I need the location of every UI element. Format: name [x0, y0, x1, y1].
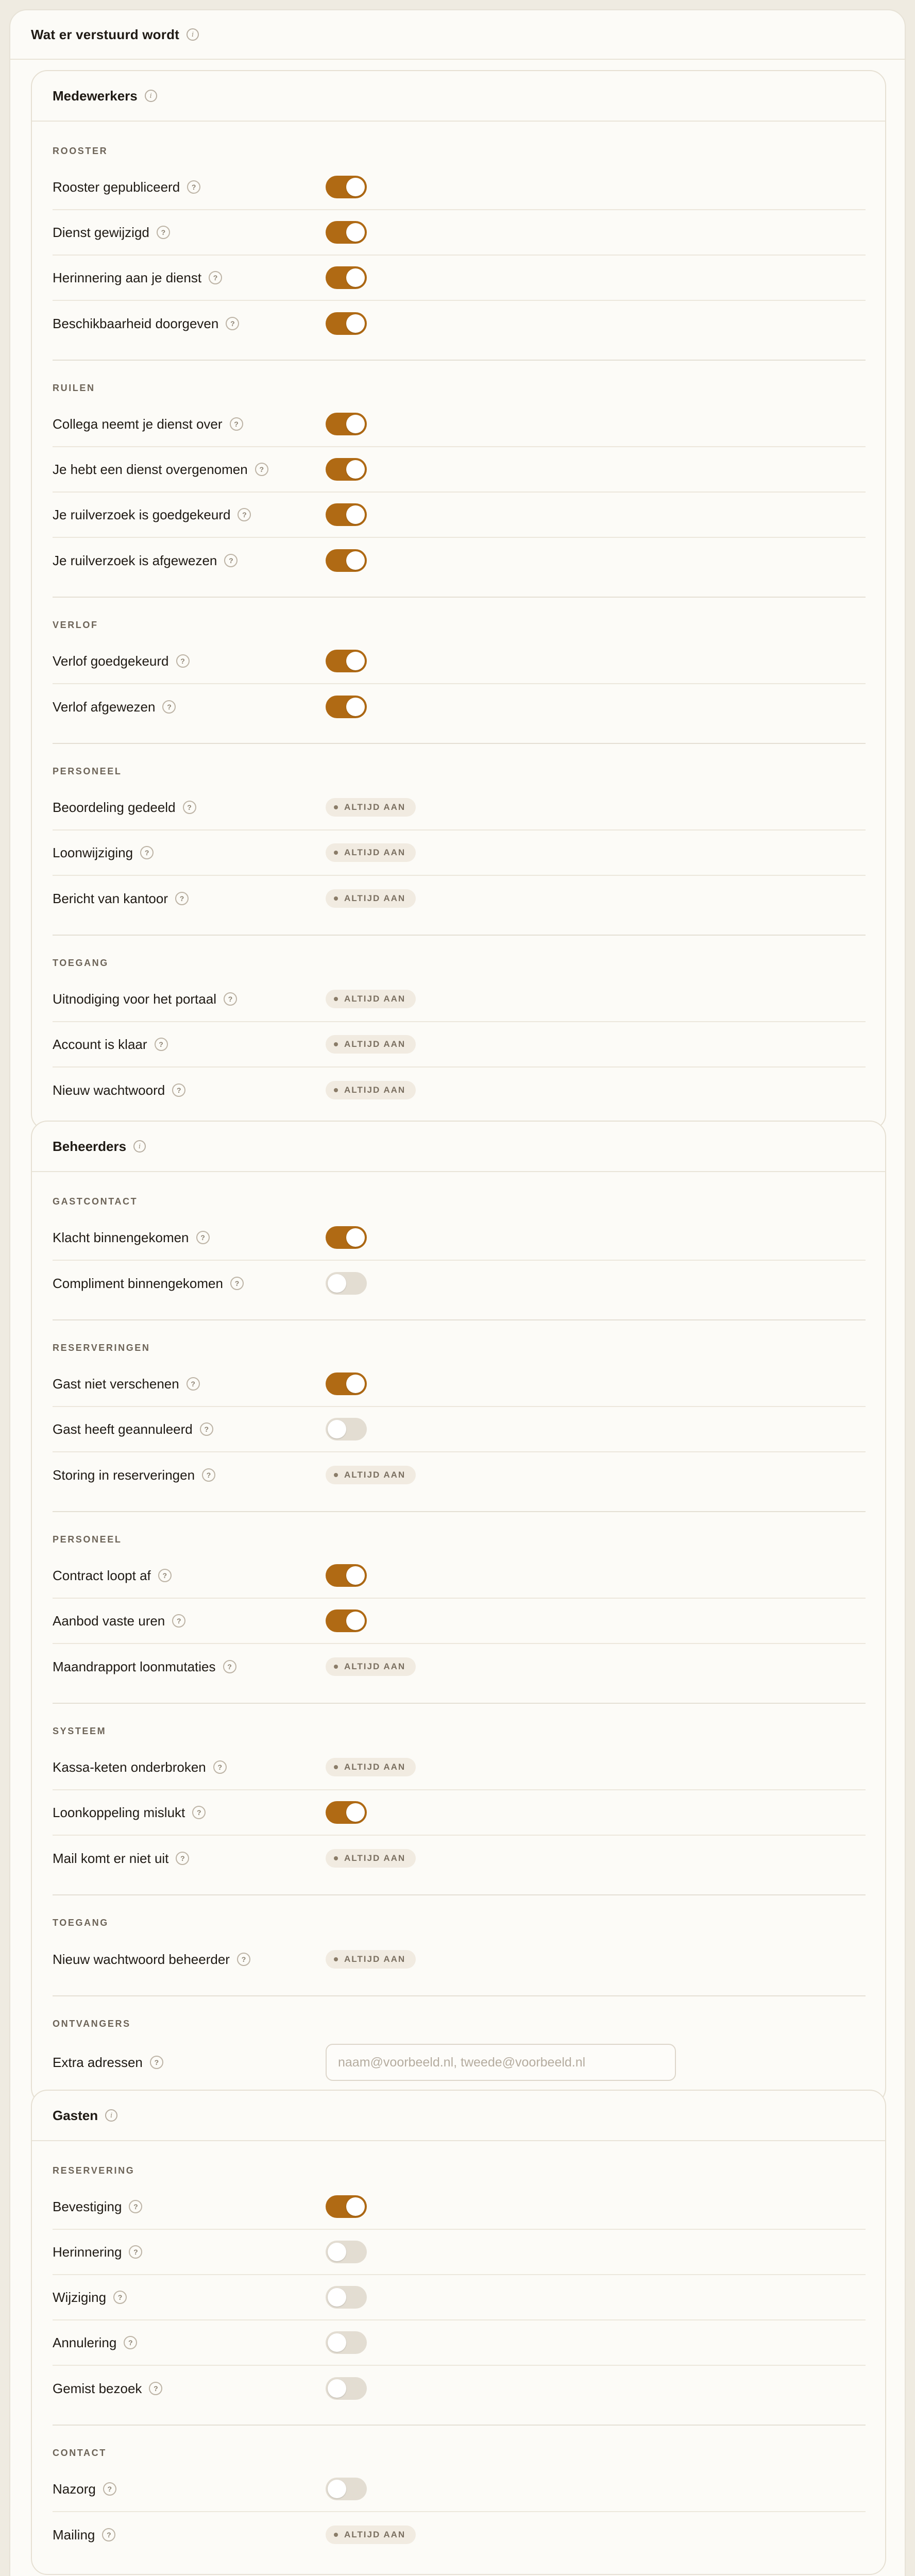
setting-label: Compliment binnengekomen [53, 1275, 223, 1291]
toggle-knob [346, 1612, 365, 1630]
help-icon[interactable]: ? [200, 1422, 213, 1436]
setting-row-dienst-gewijzigd [53, 210, 866, 256]
setting-label-wrap [53, 1568, 326, 1584]
status-dot-icon [334, 1856, 338, 1860]
setting-label-wrap [53, 179, 326, 195]
always-on-badge [326, 1466, 416, 1484]
toggle-knob [346, 460, 365, 479]
setting-label: Nazorg [53, 2481, 96, 2497]
info-icon[interactable]: i [187, 28, 199, 41]
toggle-knob [346, 268, 365, 287]
group-label-ruilen: RUILEN [53, 383, 95, 393]
setting-label: Wijziging [53, 2289, 107, 2305]
status-dot-icon [334, 997, 338, 1001]
setting-label-wrap [53, 1613, 326, 1629]
setting-row-bericht-van-kantoor [53, 876, 866, 921]
toggle-switch[interactable] [326, 1801, 367, 1824]
help-icon[interactable]: ? [149, 2382, 162, 2395]
section-divider [53, 597, 866, 598]
group-label-personeel: PERSONEEL [53, 766, 122, 776]
group-label-ontvangers: ONTVANGERS [53, 2019, 131, 2029]
always-on-badge [326, 1950, 416, 1969]
setting-label: Gemist bezoek [53, 2380, 142, 2396]
setting-row-rooster-gepubliceerd [53, 165, 866, 210]
toggle-knob [328, 2379, 346, 2398]
setting-label: Herinnering aan je dienst [53, 269, 202, 285]
setting-row-storing-in-reserveringen [53, 1452, 866, 1498]
help-icon[interactable]: ? [124, 2336, 137, 2349]
help-icon[interactable]: ? [230, 1277, 244, 1290]
always-on-badge [326, 1657, 416, 1676]
toggle-switch[interactable] [326, 458, 367, 481]
setting-row-kassa-keten-onderbroken [53, 1745, 866, 1790]
toggle-knob [346, 551, 365, 570]
always-on-badge [326, 1035, 416, 1054]
badge-label: ALTIJD AAN [344, 893, 406, 903]
setting-row-wijziging [53, 2275, 866, 2320]
section-card-medewerkers [31, 70, 886, 1130]
setting-row-nieuw-wachtwoord [53, 1067, 866, 1113]
setting-label: Dienst gewijzigd [53, 224, 149, 240]
help-icon[interactable]: ? [140, 846, 154, 859]
setting-label: Gast heeft geannuleerd [53, 1421, 193, 1437]
status-dot-icon [334, 805, 338, 809]
info-icon[interactable]: i [133, 1140, 146, 1153]
setting-label: Beschikbaarheid doorgeven [53, 315, 219, 331]
setting-row-gast-niet-verschenen [53, 1362, 866, 1407]
toggle-switch[interactable] [326, 2241, 367, 2263]
setting-label-wrap [53, 2381, 326, 2397]
setting-label-wrap [53, 2244, 326, 2260]
setting-label-wrap [53, 800, 326, 816]
section-divider [53, 935, 866, 936]
help-icon[interactable]: ? [175, 892, 189, 905]
section-divider [53, 1995, 866, 1996]
section-card-gasten [31, 2090, 886, 2575]
always-on-badge [326, 2526, 416, 2544]
setting-label: Rooster gepubliceerd [53, 179, 180, 195]
setting-row-aanbod-vaste-uren [53, 1599, 866, 1644]
setting-label-wrap [53, 270, 326, 286]
setting-label-wrap [53, 1952, 326, 1968]
setting-label-wrap [53, 1851, 326, 1867]
setting-label-wrap [53, 316, 326, 332]
status-dot-icon [334, 2533, 338, 2537]
status-dot-icon [334, 1957, 338, 1961]
setting-row-contract-loopt-af [53, 1553, 866, 1599]
setting-row-gemist-bezoek [53, 2366, 866, 2411]
group-label-toegang: TOEGANG [53, 1918, 109, 1928]
badge-label: ALTIJD AAN [344, 848, 406, 857]
setting-label: Kassa-keten onderbroken [53, 1759, 206, 1775]
section-divider [53, 1319, 866, 1320]
setting-label-wrap [53, 891, 326, 907]
setting-row-herinnering-aan-je-dienst [53, 256, 866, 301]
setting-row-loonwijziging [53, 831, 866, 876]
help-icon[interactable]: ? [102, 2528, 115, 2541]
setting-row-gast-heeft-geannuleerd [53, 1407, 866, 1452]
setting-label-wrap [53, 1276, 326, 1292]
setting-label-wrap [53, 1082, 326, 1098]
section-divider [53, 2425, 866, 2426]
setting-label-wrap [53, 1805, 326, 1821]
help-icon[interactable]: ? [202, 1468, 215, 1482]
setting-label-wrap [53, 2527, 326, 2543]
toggle-switch[interactable] [326, 2195, 367, 2218]
setting-label-wrap [53, 416, 326, 432]
toggle-knob [346, 1375, 365, 1393]
toggle-switch[interactable] [326, 1372, 367, 1395]
setting-label: Klacht binnengekomen [53, 1229, 189, 1245]
status-dot-icon [334, 1765, 338, 1769]
section-divider [53, 743, 866, 744]
setting-label-wrap [53, 653, 326, 669]
setting-label-wrap [53, 1037, 326, 1053]
group-label-personeel: PERSONEEL [53, 1534, 122, 1545]
setting-label: Uitnodiging voor het portaal [53, 991, 216, 1007]
toggle-switch[interactable] [326, 2478, 367, 2500]
setting-row-loonkoppeling-mislukt [53, 1790, 866, 1836]
setting-label: Aanbod vaste uren [53, 1613, 165, 1629]
toggle-knob [328, 1420, 346, 1438]
setting-row-annulering [53, 2320, 866, 2366]
section-title: Beheerders [53, 1138, 127, 1154]
toggle-knob [346, 2197, 365, 2216]
setting-row-beoordeling-gedeeld [53, 785, 866, 831]
help-icon[interactable]: ? [187, 1377, 200, 1391]
setting-row-extra-adressen [53, 2038, 866, 2087]
info-icon[interactable]: i [105, 2109, 117, 2122]
section-header [32, 71, 885, 122]
setting-label-wrap [53, 1467, 326, 1483]
toggle-knob [328, 2243, 346, 2261]
help-icon[interactable]: ? [196, 1231, 210, 1244]
setting-label: Extra adressen [53, 2054, 143, 2070]
setting-row-compliment-binnengekomen [53, 1261, 866, 1306]
setting-label-wrap [53, 1421, 326, 1437]
status-dot-icon [334, 851, 338, 855]
help-icon[interactable]: ? [150, 2056, 163, 2069]
group-label-toegang: TOEGANG [53, 958, 109, 968]
section-divider [53, 1703, 866, 1704]
badge-label: ALTIJD AAN [344, 2530, 406, 2539]
section-divider [53, 1511, 866, 1512]
toggle-knob [346, 505, 365, 524]
help-icon[interactable]: ? [238, 508, 251, 521]
setting-row-mailing [53, 2512, 866, 2557]
help-icon[interactable]: ? [237, 1953, 250, 1966]
toggle-switch[interactable] [326, 696, 367, 718]
help-icon[interactable]: ? [224, 992, 237, 1006]
setting-label: Loonwijziging [53, 844, 133, 860]
badge-label: ALTIJD AAN [344, 994, 406, 1004]
toggle-knob [346, 1228, 365, 1247]
setting-label-wrap [53, 991, 326, 1007]
status-dot-icon [334, 1042, 338, 1046]
badge-label: ALTIJD AAN [344, 1039, 406, 1049]
section-header [32, 2091, 885, 2141]
toggle-knob [346, 652, 365, 670]
setting-label-wrap [53, 2481, 326, 2497]
toggle-switch[interactable] [326, 1226, 367, 1249]
always-on-badge [326, 990, 416, 1008]
status-dot-icon [334, 896, 338, 901]
extra-addresses-input[interactable] [326, 2044, 676, 2081]
setting-label: Bevestiging [53, 2198, 122, 2214]
setting-label: Storing in reserveringen [53, 1467, 195, 1483]
setting-row-collega-neemt-je-dienst-over [53, 402, 866, 447]
toggle-switch[interactable] [326, 1609, 367, 1632]
help-icon[interactable]: ? [172, 1083, 185, 1097]
setting-label-wrap [53, 462, 326, 478]
setting-label: Verlof afgewezen [53, 699, 156, 715]
help-icon[interactable]: ? [129, 2200, 142, 2213]
setting-label: Je ruilverzoek is goedgekeurd [53, 506, 231, 522]
setting-label-wrap [53, 2199, 326, 2215]
toggle-knob [328, 1274, 346, 1293]
setting-row-uitnodiging-voor-het-portaal [53, 977, 866, 1022]
setting-label-wrap [53, 1759, 326, 1775]
group-label-reserveringen: RESERVERINGEN [53, 1343, 150, 1353]
help-icon[interactable]: ? [224, 554, 238, 567]
setting-label: Loonkoppeling mislukt [53, 1804, 185, 1820]
badge-label: ALTIJD AAN [344, 1762, 406, 1772]
group-label-reservering: RESERVERING [53, 2165, 135, 2176]
setting-row-verlof-goedgekeurd [53, 639, 866, 684]
setting-row-herinnering [53, 2230, 866, 2275]
setting-label: Contract loopt af [53, 1567, 151, 1583]
status-dot-icon [334, 1473, 338, 1477]
toggle-knob [328, 2480, 346, 2498]
always-on-badge [326, 1849, 416, 1868]
setting-label-wrap [53, 2055, 326, 2071]
help-icon[interactable]: ? [103, 2482, 116, 2496]
panel-header [10, 10, 905, 60]
toggle-switch[interactable] [326, 1418, 367, 1440]
setting-row-nieuw-wachtwoord-beheerder [53, 1937, 866, 1982]
section-divider [53, 360, 866, 361]
help-icon[interactable]: ? [158, 1569, 172, 1582]
toggle-switch[interactable] [326, 2286, 367, 2309]
badge-label: ALTIJD AAN [344, 802, 406, 812]
toggle-switch[interactable] [326, 2331, 367, 2354]
help-icon[interactable]: ? [162, 700, 176, 714]
setting-label: Nieuw wachtwoord beheerder [53, 1951, 230, 1967]
toggle-knob [346, 223, 365, 242]
setting-row-mail-komt-er-niet-uit [53, 1836, 866, 1881]
setting-label: Je ruilverzoek is afgewezen [53, 552, 217, 568]
toggle-knob [328, 2333, 346, 2352]
setting-label: Nieuw wachtwoord [53, 1082, 165, 1098]
toggle-switch[interactable] [326, 1272, 367, 1295]
setting-row-je-hebt-een-dienst-overgenomen [53, 447, 866, 493]
status-dot-icon [334, 1665, 338, 1669]
setting-label: Annulering [53, 2334, 117, 2350]
notification-settings-panel [9, 9, 906, 2576]
setting-label-wrap [53, 1659, 326, 1675]
setting-label-wrap [53, 2290, 326, 2306]
always-on-badge [326, 843, 416, 862]
toggle-knob [346, 1803, 365, 1822]
info-icon[interactable]: i [145, 90, 157, 102]
help-icon[interactable]: ? [129, 2245, 142, 2259]
toggle-switch[interactable] [326, 549, 367, 572]
always-on-badge [326, 889, 416, 908]
toggle-switch[interactable] [326, 1564, 367, 1587]
toggle-knob [346, 178, 365, 196]
setting-row-verlof-afgewezen [53, 684, 866, 730]
help-icon[interactable]: ? [113, 2291, 127, 2304]
setting-row-nazorg [53, 2467, 866, 2512]
always-on-badge [326, 1081, 416, 1099]
group-label-rooster: ROOSTER [53, 146, 108, 156]
group-label-verlof: VERLOF [53, 620, 98, 630]
setting-label: Account is klaar [53, 1036, 147, 1052]
section-card-beheerders [31, 1121, 886, 2105]
setting-row-klacht-binnengekomen [53, 1215, 866, 1261]
setting-label-wrap [53, 2335, 326, 2351]
badge-label: ALTIJD AAN [344, 1662, 406, 1671]
status-dot-icon [334, 1088, 338, 1092]
help-icon[interactable]: ? [183, 801, 196, 814]
setting-label: Collega neemt je dienst over [53, 416, 223, 432]
setting-label: Herinnering [53, 2244, 122, 2260]
setting-label: Gast niet verschenen [53, 1376, 179, 1392]
always-on-badge [326, 1758, 416, 1776]
badge-label: ALTIJD AAN [344, 1954, 406, 1964]
toggle-switch[interactable] [326, 2377, 367, 2400]
toggle-switch[interactable] [326, 176, 367, 198]
toggle-switch[interactable] [326, 312, 367, 335]
section-title: Medewerkers [53, 88, 138, 104]
help-icon[interactable]: ? [255, 463, 268, 476]
setting-label: Je hebt een dienst overgenomen [53, 461, 248, 477]
setting-label: Mailing [53, 2527, 95, 2543]
help-icon[interactable]: ? [187, 180, 200, 194]
setting-label: Mail komt er niet uit [53, 1850, 169, 1866]
setting-row-je-ruilverzoek-is-afgewezen [53, 538, 866, 583]
toggle-knob [346, 314, 365, 333]
toggle-knob [328, 2288, 346, 2307]
section-title: Gasten [53, 2107, 98, 2123]
setting-row-beschikbaarheid-doorgeven [53, 301, 866, 346]
help-icon[interactable]: ? [176, 1852, 189, 1865]
setting-label-wrap [53, 1230, 326, 1246]
badge-label: ALTIJD AAN [344, 1470, 406, 1480]
toggle-switch[interactable] [326, 413, 367, 435]
group-label-contact: CONTACT [53, 2448, 107, 2458]
setting-label-wrap [53, 507, 326, 523]
help-icon[interactable]: ? [155, 1038, 168, 1051]
toggle-knob [346, 698, 365, 716]
badge-label: ALTIJD AAN [344, 1853, 406, 1863]
toggle-knob [346, 1566, 365, 1585]
toggle-switch[interactable] [326, 221, 367, 244]
help-icon[interactable]: ? [192, 1806, 206, 1819]
section-divider [53, 1894, 866, 1895]
help-icon[interactable]: ? [157, 226, 170, 239]
badge-label: ALTIJD AAN [344, 1085, 406, 1095]
setting-label-wrap [53, 1376, 326, 1392]
setting-label: Maandrapport loonmutaties [53, 1658, 216, 1674]
toggle-knob [346, 415, 365, 433]
setting-label-wrap [53, 845, 326, 861]
toggle-switch[interactable] [326, 266, 367, 289]
setting-label-wrap [53, 553, 326, 569]
help-icon[interactable]: ? [176, 654, 190, 668]
setting-label: Beoordeling gedeeld [53, 799, 176, 815]
help-icon[interactable]: ? [213, 1760, 227, 1774]
group-label-gastcontact: GASTCONTACT [53, 1196, 138, 1207]
help-icon[interactable]: ? [226, 317, 239, 330]
toggle-switch[interactable] [326, 650, 367, 672]
help-icon[interactable]: ? [230, 417, 243, 431]
setting-row-maandrapport-loonmutaties [53, 1644, 866, 1689]
always-on-badge [326, 798, 416, 817]
setting-row-account-is-klaar [53, 1022, 866, 1067]
help-icon[interactable]: ? [172, 1614, 185, 1628]
toggle-switch[interactable] [326, 503, 367, 526]
page-title: Wat er verstuurd wordt [31, 26, 180, 42]
setting-label: Bericht van kantoor [53, 890, 168, 906]
setting-label: Verlof goedgekeurd [53, 653, 169, 669]
help-icon[interactable]: ? [223, 1660, 236, 1673]
setting-label-wrap [53, 699, 326, 715]
setting-row-bevestiging [53, 2184, 866, 2230]
group-label-systeem: SYSTEEM [53, 1726, 107, 1736]
section-header [32, 1122, 885, 1172]
help-icon[interactable]: ? [209, 271, 222, 284]
setting-row-je-ruilverzoek-is-goedgekeurd [53, 493, 866, 538]
setting-label-wrap [53, 225, 326, 241]
